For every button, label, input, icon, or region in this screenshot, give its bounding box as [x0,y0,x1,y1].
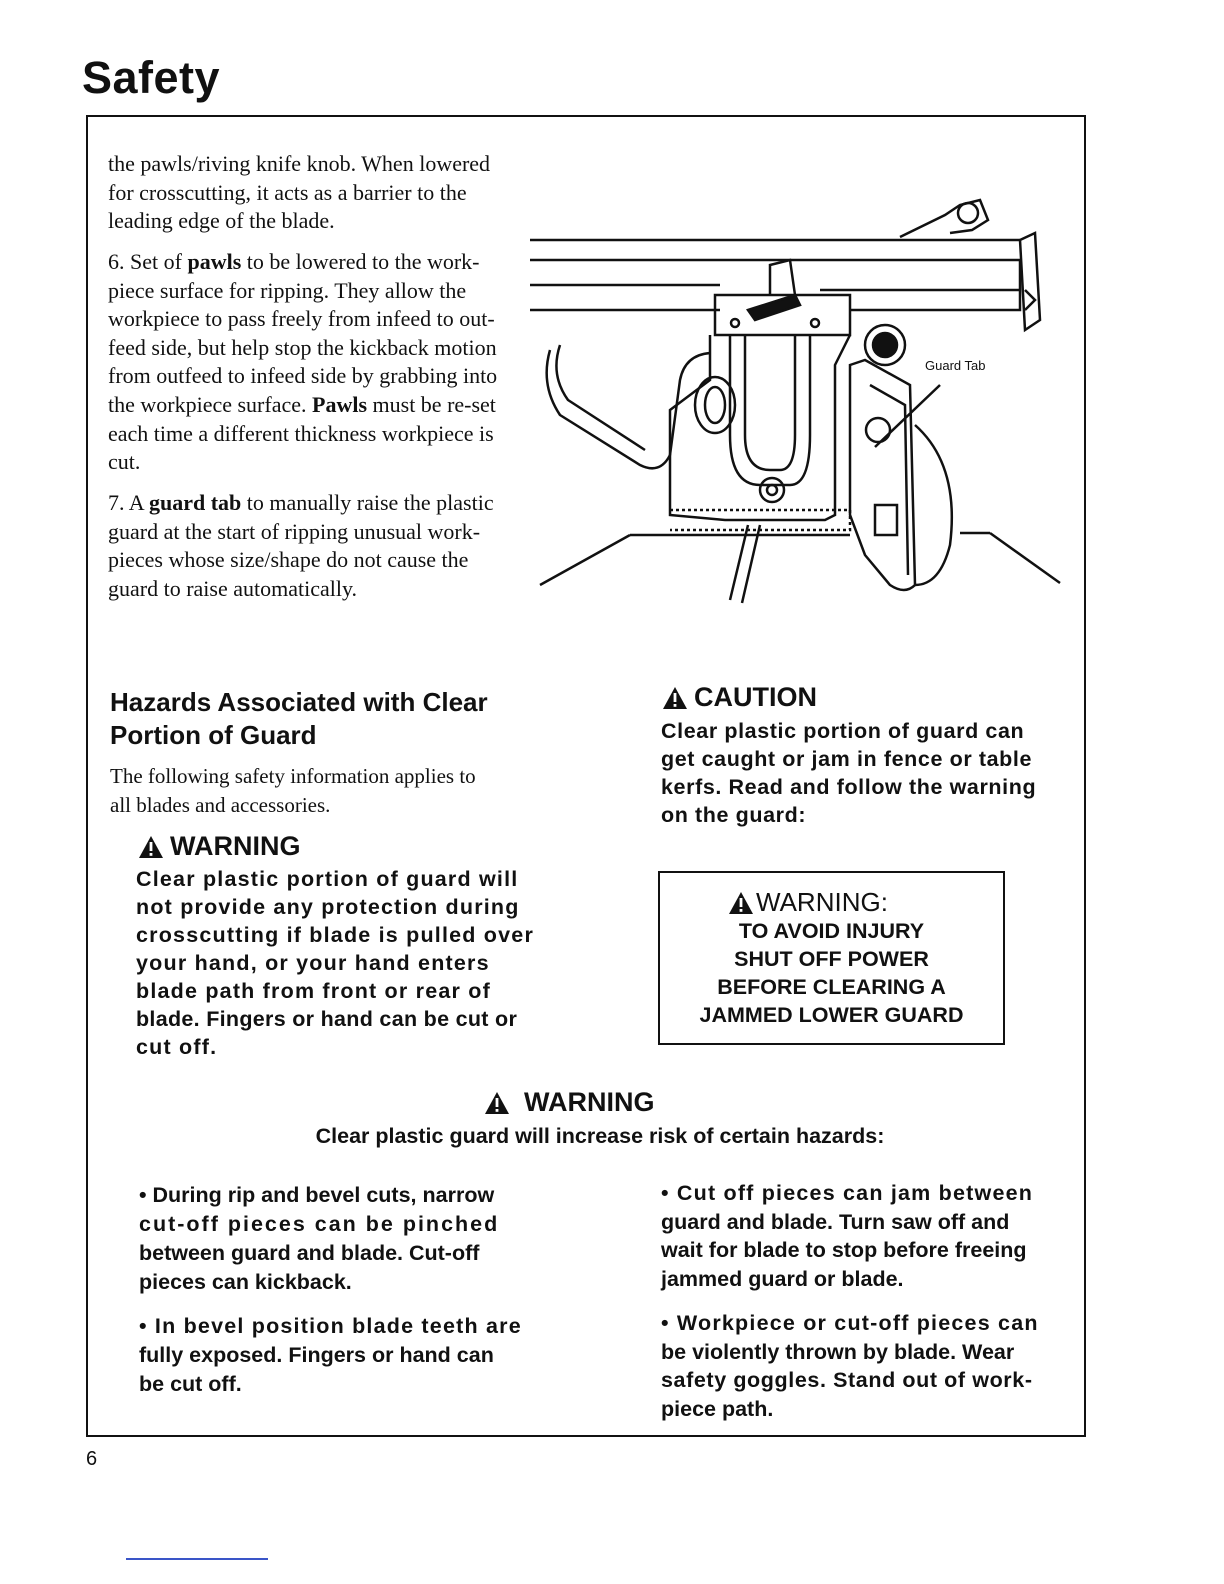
general-warning-subtitle: Clear plastic guard will increase risk of certain hazards: [315,1124,885,1148]
guard-label-lines [660,917,1003,1029]
warning-triangle-icon [662,686,688,710]
text-line: piece surface for ripping. They allow the [108,277,467,303]
text-line: blade. Fingers or hand can be cut or [136,1007,518,1031]
text-line: Clear plastic portion of guard will [136,867,519,891]
warning-triangle-icon [728,891,754,915]
warning-triangle-icon [484,1091,510,1115]
text-line: 6. Set of pawls to be lowered to the work- [108,249,480,274]
text-line: for crosscutting, it acts as a barrier to the [108,179,467,205]
text-line: piece path. [661,1396,774,1421]
saw-guard-illustration [520,185,1065,615]
bullet-left-1 [139,1181,539,1297]
page-number: 6 [86,1448,98,1470]
text-line: pieces whose size/shape do not cause the [108,547,469,573]
warning-triangle-icon [138,835,164,859]
text-line: between guard and blade. Cut-off [139,1241,480,1265]
text-line: • Workpiece or cut-off pieces can [661,1311,1039,1335]
general-warning-label: WARNING [524,1087,655,1117]
hazards-warning-text [136,865,536,1061]
text-line: your hand, or your hand enters [136,951,490,975]
caution-text [661,717,1071,829]
guard-tab-callout: Guard Tab [925,358,986,373]
guard-label-title [728,887,888,918]
text-line: guard and blade. Turn saw off and [661,1209,1010,1234]
text-line: Portion of Guard [110,720,317,750]
bullet-left-2 [139,1312,539,1399]
text-line: get caught or jam in fence or table [661,747,1033,771]
text-line: 7. A guard tab to manually raise the plastic [108,490,494,515]
text-line: guard at the start of ripping unusual work- [108,518,481,544]
text-line: from outfeed to infeed side by grabbing into [108,363,498,389]
hazards-warning-title [138,831,301,862]
page-title: Safety [82,52,221,103]
text-line: cut. [108,449,141,475]
text-line: jammed guard or blade. [661,1266,904,1291]
text-line: Hazards Associated with Clear [110,687,488,717]
bullet-right-1 [661,1179,1071,1293]
hazards-intro [110,762,530,820]
guard-label-title-text: WARNING: [756,887,888,917]
text-line: BEFORE CLEARING A [717,975,946,999]
text-line: safety goggles. Stand out of work- [661,1368,1033,1392]
text-line: The following safety information applies to [110,764,476,788]
text-line: SHUT OFF POWER [734,947,929,971]
caution-label: CAUTION [694,682,817,712]
general-warning-title [484,1087,655,1118]
text-line: kerfs. Read and follow the warning [661,775,1037,799]
text-line: Clear plastic portion of guard can [661,719,1025,743]
text-line: the pawls/riving knife knob. When lowered [108,151,491,176]
text-line: workpiece to pass freely from infeed to out- [108,306,495,332]
text-line: wait for blade to stop before freeing [661,1238,1027,1262]
warning-label: WARNING [170,831,301,861]
text-line: • During rip and bevel cuts, narrow [139,1183,495,1207]
text-line: blade path from front or rear of [136,979,491,1003]
text-line: feed side, but help stop the kickback motion [108,334,497,360]
text-line: guard to raise automatically. [108,575,358,601]
hazards-heading [110,686,530,752]
bullet-right-2 [661,1309,1071,1423]
caution-title [662,682,817,713]
text-line: JAMMED LOWER GUARD [699,1003,964,1027]
text-line: cut-off pieces can be pinched [139,1212,500,1236]
text-line: the workpiece surface. Pawls must be re-set [108,391,496,417]
text-line: leading edge of the blade. [108,208,335,234]
text-line: not provide any protection during [136,895,520,919]
footer-rule [126,1558,268,1560]
text-line: • Cut off pieces can jam between [661,1181,1034,1205]
text-line: fully exposed. Fingers or hand can [139,1343,494,1367]
text-line: be violently thrown by blade. Wear [661,1339,1015,1364]
text-line: • In bevel position blade teeth are [139,1314,522,1338]
item-6-pawls [108,248,528,477]
text-line: TO AVOID INJURY [738,919,925,943]
text-line: cut off. [136,1035,218,1059]
intro-continuation [108,150,528,236]
text-line: all blades and accessories. [110,793,331,817]
item-7-guard-tab [108,489,528,603]
text-line: be cut off. [139,1372,242,1396]
text-line: crosscutting if blade is pulled over [136,923,535,947]
text-line: on the guard: [661,803,807,827]
text-line: each time a different thickness workpiece is [108,420,494,446]
guard-warning-label [658,871,1005,1045]
text-line: pieces can kickback. [139,1270,352,1294]
